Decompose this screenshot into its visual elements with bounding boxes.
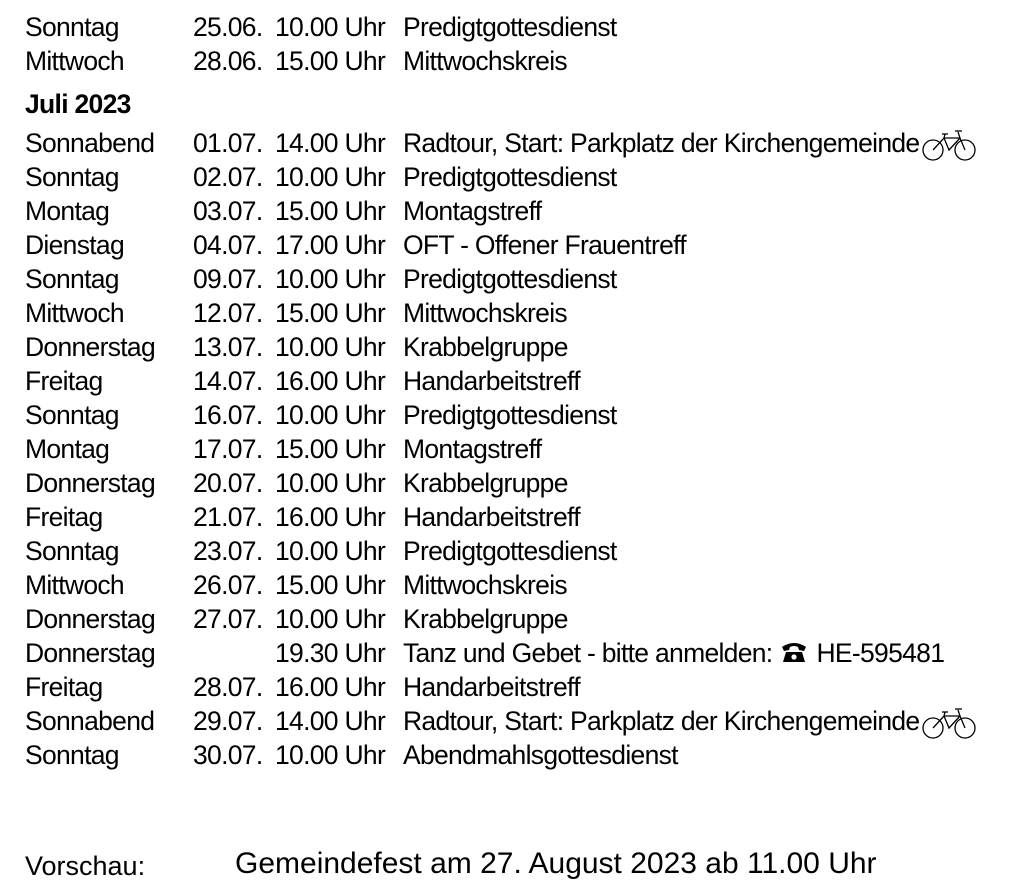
event-day: Mittwoch (25, 46, 124, 76)
event-day: Mittwoch (25, 298, 124, 328)
event-day: Sonntag (25, 536, 119, 566)
schedule-row (25, 568, 1010, 602)
schedule-july-rows (25, 126, 1010, 772)
event-date: 29.07. (193, 706, 263, 736)
schedule-row (25, 738, 1010, 772)
schedule-row (25, 636, 1010, 670)
event-date: 14.07. (193, 366, 263, 396)
schedule-june-rows (25, 0, 1010, 78)
schedule-row (25, 534, 1010, 568)
event-date: 17.07. (193, 434, 263, 464)
preview-label: Vorschau: (25, 851, 146, 881)
schedule-row (25, 466, 1010, 500)
event-title: Handarbeitstreff (403, 672, 580, 702)
schedule-row (25, 330, 1010, 364)
schedule-row (25, 670, 1010, 704)
event-time: 14.00 Uhr (275, 706, 386, 736)
event-date: 20.07. (193, 468, 263, 498)
schedule-row (25, 398, 1010, 432)
event-day: Sonntag (25, 740, 119, 770)
event-date: 28.06. (193, 46, 263, 76)
event-date: 16.07. (193, 400, 263, 430)
event-day: Donnerstag (25, 332, 156, 362)
event-day: Donnerstag (25, 638, 156, 668)
event-title: Mittwochskreis (403, 570, 567, 600)
phone-number: HE-595481 (816, 638, 945, 668)
event-date: 25.06. (193, 12, 263, 42)
event-time: 15.00 Uhr (275, 434, 386, 464)
event-day: Dienstag (25, 230, 124, 260)
event-title: Predigtgottesdienst (403, 264, 617, 294)
event-date: 01.07. (193, 128, 263, 158)
preview-text: Gemeindefest am 27. August 2023 ab 11.00 Uhr (235, 847, 877, 880)
event-date: 30.07. (193, 740, 263, 770)
schedule-row (25, 602, 1010, 636)
event-time: 10.00 Uhr (275, 162, 386, 192)
event-title: Krabbelgruppe (403, 332, 568, 362)
event-date: 13.07. (193, 332, 263, 362)
event-date: 03.07. (193, 196, 263, 226)
event-title: Predigtgottesdienst (403, 12, 617, 42)
month-heading (25, 78, 1010, 126)
schedule-row (25, 194, 1010, 228)
event-title: Abendmahlsgottesdienst (403, 740, 678, 770)
event-time: 15.00 Uhr (275, 46, 386, 76)
month-heading-text: Juli 2023 (25, 89, 131, 119)
event-title: Radtour, Start: Parkplatz der Kirchengemeinde (403, 706, 920, 736)
event-time: 14.00 Uhr (275, 128, 386, 158)
event-date: 27.07. (193, 604, 263, 634)
schedule-row (25, 228, 1010, 262)
event-date: 28.07. (193, 672, 263, 702)
event-date: 23.07. (193, 536, 263, 566)
event-date: 04.07. (193, 230, 263, 260)
event-title: Handarbeitstreff (403, 502, 580, 532)
event-day: Freitag (25, 502, 103, 532)
event-day: Freitag (25, 672, 103, 702)
event-time: 19.30 Uhr (275, 638, 386, 668)
event-day: Sonntag (25, 162, 119, 192)
event-time: 10.00 Uhr (275, 332, 386, 362)
event-title: Predigtgottesdienst (403, 536, 617, 566)
schedule-row (25, 364, 1010, 398)
event-day: Sonnabend (25, 706, 155, 736)
event-day: Donnerstag (25, 468, 156, 498)
bicycle-icon (920, 704, 978, 742)
event-date: 02.07. (193, 162, 263, 192)
event-time: 15.00 Uhr (275, 570, 386, 600)
event-title: OFT - Offener Frauentreff (403, 230, 686, 260)
event-time: 10.00 Uhr (275, 12, 386, 42)
event-time: 10.00 Uhr (275, 468, 386, 498)
preview-notice (25, 843, 1010, 887)
event-title: Mittwochskreis (403, 46, 567, 76)
event-day: Freitag (25, 366, 103, 396)
schedule-row (25, 44, 1010, 78)
schedule-row (25, 296, 1010, 330)
event-day: Montag (25, 196, 110, 226)
event-title-with-phone (403, 636, 944, 670)
event-time: 16.00 Uhr (275, 366, 386, 396)
event-time: 10.00 Uhr (275, 740, 386, 770)
bicycle-icon (920, 126, 978, 164)
event-day: Sonnabend (25, 128, 155, 158)
event-time: 15.00 Uhr (275, 298, 386, 328)
event-day: Sonntag (25, 264, 119, 294)
schedule-row (25, 10, 1010, 44)
event-schedule (25, 0, 1010, 772)
event-title: Predigtgottesdienst (403, 162, 617, 192)
event-day: Mittwoch (25, 570, 124, 600)
event-title: Predigtgottesdienst (403, 400, 617, 430)
event-time: 10.00 Uhr (275, 536, 386, 566)
event-title: Radtour, Start: Parkplatz der Kirchengemeinde (403, 128, 920, 158)
event-day: Donnerstag (25, 604, 156, 634)
event-title: Krabbelgruppe (403, 468, 568, 498)
schedule-row (25, 262, 1010, 296)
schedule-row (25, 500, 1010, 534)
event-time: 17.00 Uhr (275, 230, 386, 260)
event-date: 12.07. (193, 298, 263, 328)
telephone-icon (780, 640, 808, 664)
event-time: 10.00 Uhr (275, 604, 386, 634)
schedule-row (25, 432, 1010, 466)
schedule-row (25, 160, 1010, 194)
event-title: Tanz und Gebet - bitte anmelden: (403, 638, 773, 668)
event-time: 10.00 Uhr (275, 400, 386, 430)
event-date: 26.07. (193, 570, 263, 600)
schedule-row (25, 704, 1010, 738)
event-day: Sonntag (25, 12, 119, 42)
event-title: Handarbeitstreff (403, 366, 580, 396)
event-time: 15.00 Uhr (275, 196, 386, 226)
event-time: 10.00 Uhr (275, 264, 386, 294)
event-title: Mittwochskreis (403, 298, 567, 328)
event-day: Montag (25, 434, 110, 464)
schedule-row (25, 126, 1010, 160)
event-title: Krabbelgruppe (403, 604, 568, 634)
event-time: 16.00 Uhr (275, 502, 386, 532)
event-date: 21.07. (193, 502, 263, 532)
event-date: 09.07. (193, 264, 263, 294)
event-time: 16.00 Uhr (275, 672, 386, 702)
event-title: Montagstreff (403, 196, 542, 226)
event-title: Montagstreff (403, 434, 542, 464)
event-day: Sonntag (25, 400, 119, 430)
